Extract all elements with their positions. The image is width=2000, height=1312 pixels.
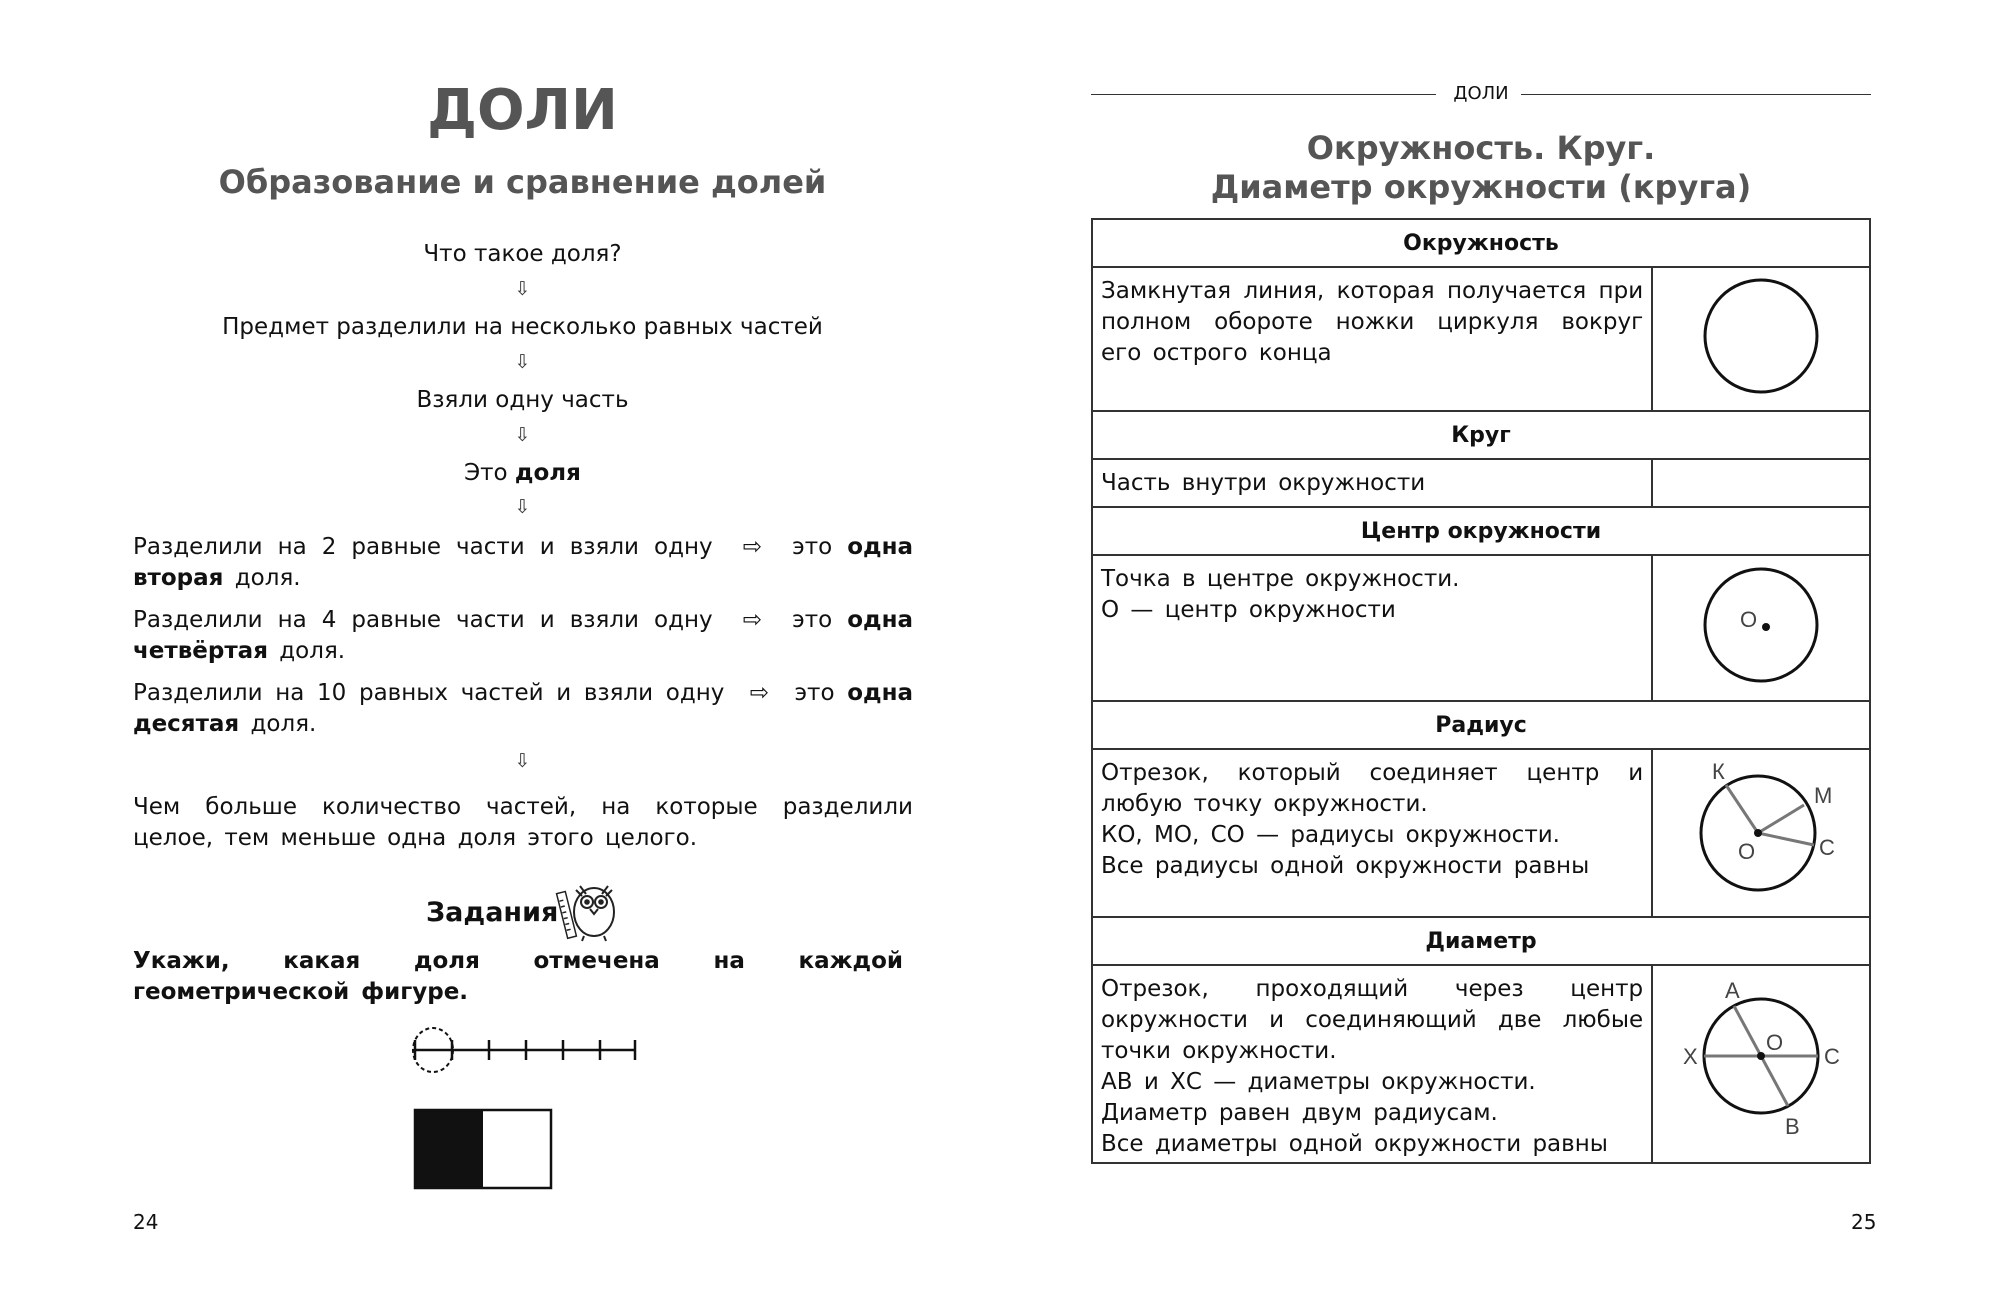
center-drawing <box>1696 560 1826 690</box>
example-tenth <box>133 678 913 740</box>
section-title-line-2: Диаметр окружности (круга) <box>1210 168 1752 206</box>
diameter-drawing <box>1671 976 1851 1146</box>
right-arrow-icon: ⇨ <box>737 680 782 706</box>
example-bold-b: вторая <box>133 565 224 591</box>
radius-line-1: Отрезок, который соединяет центр и любую точку окружности. <box>1101 760 1644 817</box>
diameter-line-4: Все диаметры одной окружности равны <box>1101 1131 1608 1157</box>
example-bold-a: одна <box>847 680 914 706</box>
rectangle-figure <box>415 1110 551 1188</box>
page-number: 24 <box>133 1210 159 1234</box>
label-c: С <box>1824 1044 1840 1069</box>
example-mid: это <box>792 534 833 560</box>
section-title-line-1: Окружность. Круг. <box>1306 129 1656 167</box>
label-k: К <box>1712 759 1725 784</box>
diameter-line-1: Отрезок, проходящий через центр окружности и соединяющий две любые точки окружности. <box>1101 976 1644 1064</box>
label-b: В <box>1785 1114 1800 1139</box>
label-c: С <box>1819 835 1835 860</box>
example-text: Разделили на 10 равных частей и взяли одну <box>133 680 725 706</box>
example-bold-b: четвёртая <box>133 638 268 664</box>
right-arrow-icon: ⇨ <box>727 534 778 560</box>
label-x: Х <box>1683 1044 1698 1069</box>
definition-radius <box>1092 749 1652 917</box>
disk-figure-cell <box>1652 459 1870 507</box>
fraction-figures <box>400 1010 660 1200</box>
label-o: О <box>1766 1030 1784 1055</box>
example-tail: доля. <box>250 711 317 737</box>
number-line-figure <box>413 1028 635 1072</box>
center-line-2: О — центр окружности <box>1101 597 1396 623</box>
example-bold-b: десятая <box>133 711 240 737</box>
example-text: Разделили на 4 равные части и взяли одну <box>133 607 713 633</box>
example-tail: доля. <box>279 638 346 664</box>
definition-disk: Часть внутри окружности <box>1092 459 1652 507</box>
page-subtitle: Образование и сравнение долей <box>218 163 827 201</box>
flow-result-prefix: Это <box>464 460 508 486</box>
label-a: А <box>1725 978 1740 1003</box>
example-bold-a: одна <box>847 534 914 560</box>
diameter-line-3: Диаметр равен двум радиусам. <box>1101 1100 1498 1126</box>
right-page <box>1000 0 2000 1312</box>
example-bold-a: одна <box>847 607 914 633</box>
flow-question: Что такое доля? <box>423 241 622 267</box>
heading-disk: Круг <box>1092 411 1870 459</box>
right-arrow-icon: ⇨ <box>727 607 778 633</box>
heading-diameter: Диаметр <box>1092 917 1870 965</box>
radius-drawing <box>1676 755 1846 905</box>
example-text: Разделили на 2 равные части и взяли одну <box>133 534 713 560</box>
center-line-1: Точка в центре окружности. <box>1101 566 1460 592</box>
page-title: ДОЛИ <box>427 78 618 143</box>
radius-figure-cell <box>1652 749 1870 917</box>
running-header <box>1091 83 1871 105</box>
down-arrow-icon: ⇩ <box>514 424 531 446</box>
flow-step-divide: Предмет разделили на несколько равных частей <box>222 314 823 340</box>
page-number: 25 <box>1851 1210 1877 1234</box>
definitions-table <box>1091 218 1871 1164</box>
example-quarter <box>133 605 913 667</box>
label-o: О <box>1740 607 1758 632</box>
conclusion-text: Чем больше количество частей, на которые разделили целое, тем меньше одна доля этого целого. <box>133 794 913 851</box>
heading-circle-line: Окружность <box>1092 219 1870 267</box>
center-point <box>1762 623 1770 631</box>
definition-circle-line: Замкнутая линия, которая получается при полном обороте ножки циркуля вокруг его острого конца <box>1092 267 1652 411</box>
label-m: М <box>1814 783 1833 808</box>
flow-step-result <box>0 460 1045 486</box>
definition-center <box>1092 555 1652 701</box>
circle-drawing <box>1696 271 1826 401</box>
radius-line-2: КО, МО, СО — радиусы окружности. <box>1101 822 1560 848</box>
down-arrow-icon: ⇩ <box>514 750 531 772</box>
owl-with-ruler-icon <box>554 876 624 942</box>
task-text: Укажи, какая доля отмечена на каждой геометрической фигуре. <box>133 948 903 1005</box>
heading-radius: Радиус <box>1092 701 1870 749</box>
radius-line-3: Все радиусы одной окружности равны <box>1101 853 1590 879</box>
diameter-line-2: АВ и ХС — диаметры окружности. <box>1101 1069 1536 1095</box>
circle-figure-cell <box>1652 267 1870 411</box>
down-arrow-icon: ⇩ <box>514 351 531 373</box>
label-o: О <box>1738 839 1756 864</box>
definition-diameter <box>1092 965 1652 1163</box>
header-label: ДОЛИ <box>1441 83 1520 104</box>
example-tail: доля. <box>234 565 301 591</box>
flow-result-term: доля <box>514 460 581 486</box>
example-half <box>133 532 913 594</box>
tasks-heading: Задания <box>426 897 559 928</box>
flow-step-take: Взяли одну часть <box>416 387 629 413</box>
down-arrow-icon: ⇩ <box>514 278 531 300</box>
example-mid: это <box>792 607 833 633</box>
down-arrow-icon: ⇩ <box>514 496 531 518</box>
heading-center: Центр окружности <box>1092 507 1870 555</box>
center-figure-cell <box>1652 555 1870 701</box>
diameter-figure-cell <box>1652 965 1870 1163</box>
example-mid: это <box>794 680 835 706</box>
